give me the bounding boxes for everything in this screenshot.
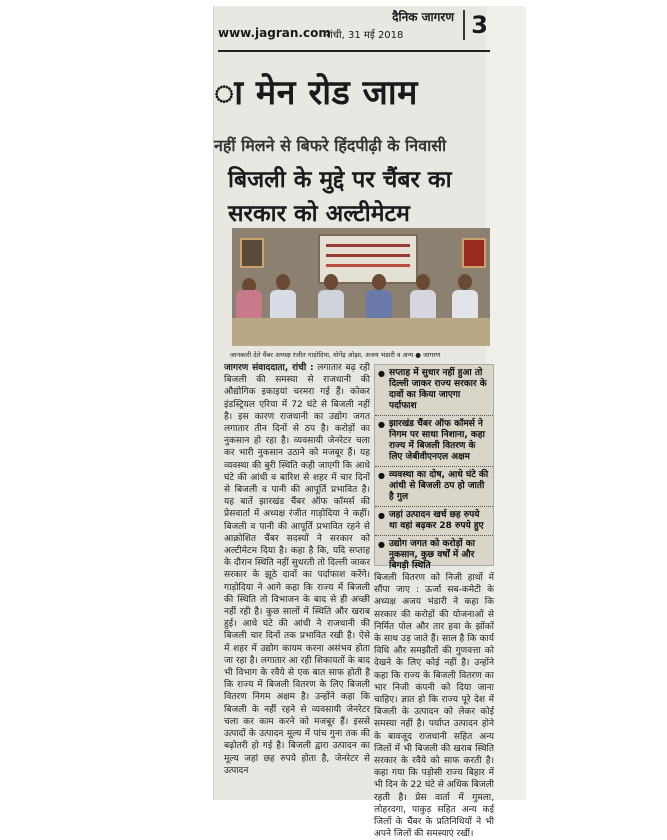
highlight-item: ● उद्योग जगत को करोड़ों का नुकसान, कुछ वर्षों में और बिगड़ी स्थिति <box>375 535 493 575</box>
press-conference-photo <box>232 228 490 346</box>
paper-name: दैनिक जागरण <box>392 10 454 24</box>
top-headline: ा मेन रोड जाम <box>214 73 418 113</box>
highlight-item: ● जहां उत्पादन खर्च छह रुपये था वहां बढ़कर 28 रुपये हुए <box>375 506 493 535</box>
top-subhead: नहीं मिलने से बिफरे हिंदपीढ़ी के निवासी <box>214 136 447 155</box>
issue-date: रांची, 31 मई 2018 <box>326 30 404 41</box>
dateline: जागरण संवाददाता, रांची : <box>224 363 314 373</box>
masthead <box>218 6 494 52</box>
highlight-item: ● सप्ताह में सुधार नहीं हुआ तो दिल्ली जाकर राज्य सरकार के दावों का किया जाएगा पर्दाफाश <box>375 365 493 415</box>
highlight-item: ● व्यवस्था का दोष, आधे घंटे की आंधी से बिजली ठप हो जाती है गुल <box>375 466 493 506</box>
main-headline-line1: बिजली के मुद्दे पर चैंबर का <box>228 167 452 193</box>
newspaper-clipping <box>214 6 500 840</box>
masthead-rule <box>218 50 490 52</box>
main-headline-line2: सरकार को अल्टीमेटम <box>228 201 410 227</box>
conference-table <box>232 318 490 346</box>
wall-portrait <box>240 238 264 268</box>
article-left-column <box>224 362 370 800</box>
wall-emblem <box>462 238 486 268</box>
website-url: www.jagran.com <box>218 26 331 40</box>
highlights-box <box>374 364 494 571</box>
article-right-column: बिजली वितरण को निजी हाथों में सौंपा जाए : ऊर्जा सब-कमेटी के अध्यक्ष अजय भंडारी ने कहा कि सरकार की करोड़ों की योजनाओं से निर्मित पोल और तार हवा के झोंकों के साथ उड़ जाते हैं। साल है कि कार्य विधि और समझौतों की गुणवत्ता को देखने के लिए कोई नहीं है। उन्होंने कहा कि राज्य के बिजली वितरण का भार निजी कंपनी को दिया जाना चाहिए। ज्ञात हो कि राज्य पूरे देश में बिजली के उत्पादन को लेकर कोई समस्या नहीं है। पर्याप्त उत्पादन होने के बावजूद राजधानी सहित अन्य जिलों में भी बिजली की खराब स्थिति सरकार के रवैये को साफ करती है। कहा गया कि पड़ोसी राज्य बिहार में भी दिन के 22 घंटे से अधिक बिजली रहती है। प्रेस वार्ता में गुमला, लोहरदगा, पाकुड़ सहित अन्य कई जिलों के चैंबर के प्रतिनिधियों ने भी अपने जिलों की समस्याएं रखीं। <box>374 573 494 840</box>
highlight-item: ● झारखंड चैंबर ऑफ कॉमर्स ने निगम पर साधा निशाना, कहा राज्य में बिजली वितरण के लिए जेबीवीएनएल अक्षम <box>375 415 493 466</box>
article-body-left: लगातार बढ़ रही बिजली की समस्या से राजधानी की औद्योगिक इकाइयां चरमरा गई हैं। कोकर इंडस्ट्रियल एरिया में 72 घंटे से बिजली नहीं है। इस कारण राजधानी का उद्योग जगत लगातार तीन दिनों से ठप है। करोड़ों का नुकसान हो रहा है। व्यवसायी जेनरेटर चला कर भारी नुकसान उठाने को मजबूर हैं। यह व्यवस्था की बुरी स्थिति कही जाएगी कि आधे घंटे की आंधी व बारिश से शहर में चार दिनों से बिजली व पानी की आपूर्ति प्रभावित है। यह बातें झारखंड चैंबर ऑफ कॉमर्स की प्रेसवार्ता में अध्यक्ष रंजीत गाड़ोदिया ने कहीं। बिजली व पानी की आपूर्ति प्रभावित रहने से आक्रोशित चैंबर सदस्यों ने सरकार को अल्टीमेटम दिया है। कहा है कि, यदि सप्ताह के दौरान स्थिति नहीं सुधरती तो दिल्ली जाकर सरकार के झूठे दावों का पर्दाफाश करेंगे। गाड़ोदिया ने आगे कहा कि राज्य में बिजली की स्थिति तो विभाजन के बाद से ही अच्छी नहीं रही है। कुछ सालों में स्थिति और खराब हुई। आधे घंटे की आंधी ने राजधानी की बिजली चार दिनों तक प्रभावित रखी है। ऐसे में शहर में उद्योग कायम करना असंभव होता जा रहा है। लगातार आ रही शिकायतों के बाद भी विभाग के रवैये से एक बात साफ होती है कि राज्य में बिजली वितरण के लिए बिजली वितरण निगम अक्षम है। उन्होंने कहा कि बिजली के नहीं रहने से व्यवसायी जेनरेटर चला कर काम करने को मजबूर हैं। इससे उत्पादों के उत्पादन मूल्य में पांच गुना तक की बढ़ोतरी हो गई है। बिजली द्वारा उत्पादन का मूल्य जहां छह रुपये होता है, जेनरेटर से उत्पादन <box>224 363 370 776</box>
photo-caption: जानकारी देते चैंबर अध्यक्ष रंजीत गाड़ोदिया, योगेंद्र ओझा, अजय भंडारी व अन्य ● जागरण <box>230 351 441 359</box>
page-number: 3 <box>463 10 488 40</box>
